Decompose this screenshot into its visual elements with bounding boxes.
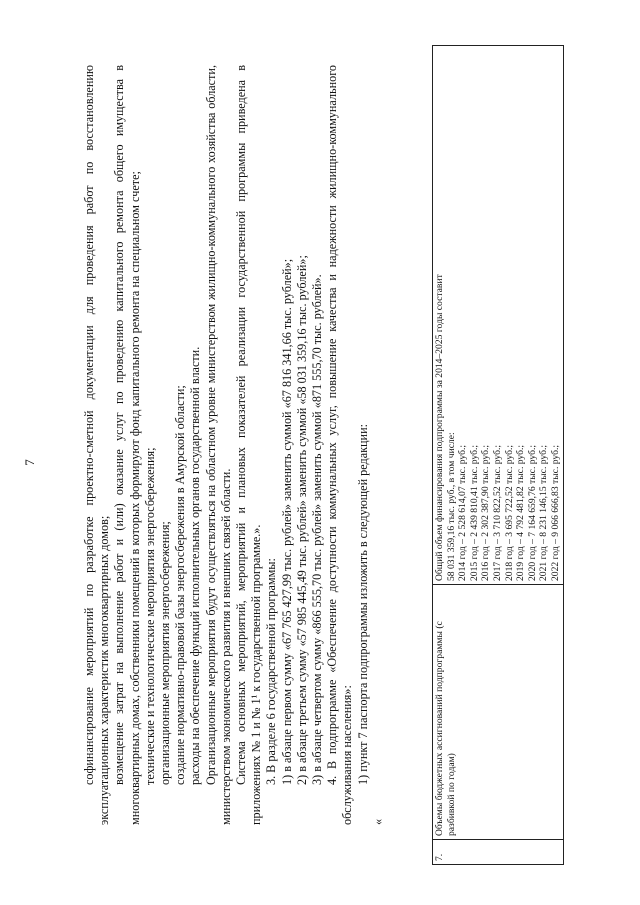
passport-table: [432, 45, 564, 865]
value-line: 58 031 359,16 тыс. руб., в том числе:: [445, 432, 457, 581]
rotated-content: [20, 40, 620, 885]
paragraph: расходы на обеспечение функций исполнительных органов государственной власти.: [188, 346, 203, 785]
value-line: 2017 год – 3 710 822,52 тыс. руб.;: [491, 444, 503, 581]
value-line: 2020 год – 7 164 659,76 тыс. руб.;: [526, 444, 538, 581]
value-line: 2014 год – 2 528 614,07 тыс. руб.;: [457, 444, 469, 581]
document-body: [82, 65, 386, 825]
value-line: 2015 год – 2 439 810,41 тыс. руб.;: [468, 444, 480, 581]
paragraph: 3) в абзаце четвертом сумму «866 555,70 тыс. рублей» заменить суммой «871 555,70 тыс. рублей».: [310, 274, 325, 785]
value-line: 2016 год – 2 302 387,90 тыс. руб.;: [480, 444, 492, 581]
paragraph: софинансирование мероприятий по разработке проектно-сметной документации для проведения работ по восстановлению эксплуатационных характеристик многоквартирных домов;: [82, 65, 112, 825]
value-line: 2021 год – 8 231 146,15 тыс. руб.;: [538, 444, 550, 581]
row-label: Объемы бюджетных ассигнований подпрограммы (с разбивкой по годам): [433, 585, 564, 840]
paragraph: Организационные мероприятия будут осуществляться на областном уровне министерством жилищно-коммунального хозяйства области, министерством экономического развития и внешних связей области.: [203, 65, 233, 825]
value-line: 2018 год – 3 695 722,52 тыс. руб.;: [503, 444, 515, 581]
opening-quote-mark: «: [370, 818, 385, 825]
value-line: 2019 год – 4 792 481,82 тыс. руб.;: [515, 444, 527, 581]
paragraph: технические и технологические мероприятия энергосбережения;: [142, 447, 157, 785]
page-number: 7: [22, 459, 37, 466]
paragraph: 1) в абзаце первом сумму «67 765 427,99 тыс. рублей» заменить суммой «67 816 341,66 тыс. рублей»;: [279, 258, 294, 785]
row-value: [433, 46, 564, 585]
paragraph: создание нормативно-правовой базы энергосбережения в Амурской области;: [173, 385, 188, 785]
paragraph: 3. В разделе 6 государственной программы:: [264, 558, 279, 785]
row-number: 7.: [433, 840, 564, 865]
table-row: [433, 46, 564, 865]
paragraph: 2) в абзаце третьем сумму «57 985 445,49 тыс. рублей» заменить суммой «58 031 359,16 тыс. рублей»;: [294, 255, 309, 785]
paragraph: организационные мероприятия энергосбережения;: [158, 521, 173, 785]
value-line: Общий объем финансирования подпрограммы за 2014–2025 годы составит: [434, 274, 445, 581]
value-line: 2022 год – 9 066 666,83 тыс. руб.;: [549, 444, 561, 581]
paragraph: 4. В подпрограмме «Обеспечение доступности коммунальных услуг, повышение качества и надежности жилищно-коммунального обслуживания населения»:: [325, 65, 355, 825]
paragraph: возмещение затрат на выполнение работ и (или) оказание услуг по проведению капитального ремонта общего имущества в многоквартирных домах, собственники помещений в которых формируют фонд капитального ремонта на специальном счете;: [112, 65, 142, 825]
paragraph: Система основных мероприятий, мероприятий и плановых показателей реализации государственной программы приведена в приложениях № 1 и № 1¹ к государственной программе.».: [234, 65, 264, 825]
paragraph: 1) пункт 7 паспорта подпрограммы изложить в следующей редакции:: [355, 424, 370, 785]
